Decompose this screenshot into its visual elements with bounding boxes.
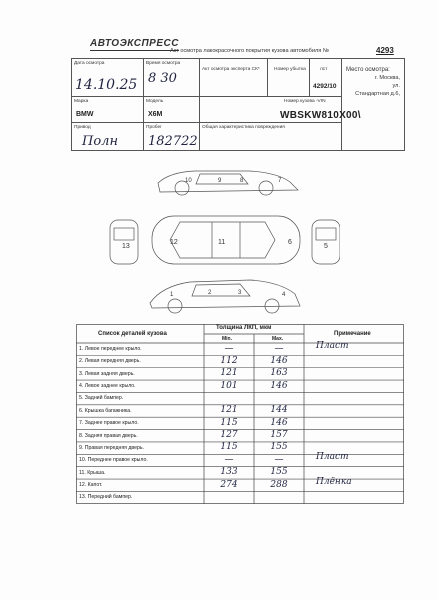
sheet-label: лст — [320, 67, 328, 72]
company-logo: АВТОЭКСПРЕСС — [90, 38, 179, 49]
row-note: Пласт — [316, 452, 349, 463]
part-label: 7. Заднее правое крыло. — [79, 420, 139, 427]
date-label: Дата осмотра — [74, 61, 105, 66]
info-grid — [71, 58, 405, 151]
act-title: Акт осмотра лакокрасочного покрытия кузова автомобиля № — [170, 48, 329, 54]
zone-8-label: 8 — [240, 178, 244, 184]
part-label: 9. Правая передняя дверь. — [79, 444, 145, 451]
min-thickness-value: 101 — [220, 380, 238, 391]
time-cell — [144, 59, 200, 97]
date-value: 14.10.25 — [75, 77, 138, 93]
zone-10-label: 10 — [185, 178, 192, 184]
part-label: 1. Левое переднее крыло. — [79, 346, 142, 352]
place-city: г. Москва, — [374, 75, 400, 81]
zone-6-label: 6 — [288, 239, 292, 246]
mileage-value: 182722 — [148, 134, 198, 149]
col-thickness-header: Толщина ЛКП, мкм — [216, 325, 272, 331]
mileage-label: Пробег — [146, 125, 162, 130]
model-value: X6M — [148, 111, 163, 118]
max-thickness-value: — — [274, 343, 284, 354]
part-label: 11. Крыша. — [79, 469, 106, 476]
max-thickness-value: 288 — [270, 479, 288, 490]
min-thickness-value: 133 — [220, 467, 238, 478]
min-thickness-value: 274 — [220, 479, 238, 490]
vin-label: Номер кузова -VIN — [284, 99, 326, 104]
part-label: 13. Передний бампер. — [79, 494, 133, 501]
col-min-header: Min. — [222, 336, 232, 342]
sheet-cell — [310, 59, 342, 97]
min-thickness-value: — — [224, 343, 234, 354]
zone-7-label: 7 — [278, 178, 282, 184]
row-note: Пласт — [316, 341, 349, 351]
brand-value: BMW — [76, 111, 94, 118]
act-number: 4293 — [376, 46, 394, 55]
mileage-cell — [144, 123, 200, 150]
min-thickness-value: 121 — [220, 405, 238, 416]
zone-12-label: 12 — [170, 239, 178, 246]
time-value: 8 30 — [148, 71, 177, 86]
max-thickness-value: 146 — [270, 417, 288, 428]
vin-cell — [200, 97, 361, 123]
min-thickness-value: 121 — [220, 368, 238, 379]
min-thickness-value: 115 — [220, 417, 238, 428]
max-thickness-value: 155 — [270, 442, 288, 453]
min-thickness-value: 115 — [220, 442, 238, 453]
part-label: 12. Капот. — [79, 482, 103, 489]
place-cell — [342, 59, 404, 150]
place-street-prefix: ул. — [392, 83, 400, 89]
col-note-header: Примечание — [334, 331, 371, 337]
drive-label: Привод — [74, 125, 91, 130]
zone-1-label: 1 — [170, 292, 174, 298]
zone-3-label: 3 — [238, 290, 242, 296]
max-thickness-value: 146 — [270, 380, 288, 391]
min-thickness-value: 112 — [220, 355, 238, 366]
vin-value: WBSKW810X00\ — [280, 110, 361, 121]
min-thickness-value: 127 — [220, 430, 238, 441]
max-thickness-value: 144 — [270, 405, 288, 416]
model-cell — [144, 97, 200, 123]
brand-cell — [72, 97, 144, 123]
zone-4-label: 4 — [282, 292, 286, 298]
max-thickness-value: — — [274, 454, 284, 465]
part-label: 8. Задняя правая дверь. — [79, 432, 138, 439]
place-label: Место осмотра: — [346, 67, 390, 73]
drive-cell — [72, 123, 144, 150]
sheet-value: 4292/10 — [313, 83, 337, 90]
row-note: Плёнка — [316, 477, 352, 488]
part-label: 6. Крышка багажника. — [79, 407, 132, 414]
part-label: 2. Левая передняя дверь. — [79, 358, 141, 365]
car-body-diagram — [100, 168, 340, 318]
max-thickness-value: 146 — [270, 355, 288, 366]
zone-9-label: 9 — [218, 178, 222, 184]
expert-cell — [200, 59, 268, 97]
col-max-header: Max. — [272, 336, 284, 342]
car-front-view — [110, 220, 138, 264]
paint-thickness-table — [76, 324, 404, 504]
part-label: 10. Переднее правое крыло. — [79, 457, 148, 464]
expert-label: Акт осмотра эксперта СК* — [202, 67, 260, 72]
car-right-side-view — [158, 171, 298, 195]
car-rear-view — [312, 220, 340, 264]
loss-label: Номер убытка — [274, 67, 306, 72]
damage-label: Общая характеристика повреждения — [202, 125, 285, 130]
max-thickness-value: 155 — [270, 467, 288, 478]
max-thickness-value: 163 — [270, 368, 288, 379]
brand-label: Марка — [74, 99, 89, 104]
zone-2-label: 2 — [208, 290, 212, 296]
zone-13-label: 13 — [122, 243, 130, 250]
loss-cell — [268, 59, 310, 97]
zone-5-label: 5 — [324, 243, 328, 250]
damage-cell — [200, 123, 342, 150]
part-label: 3. Левая задняя дверь. — [79, 370, 135, 377]
col-parts-header: Список деталей кузова — [98, 331, 167, 337]
part-label: 5. Задний бампер. — [79, 395, 124, 402]
min-thickness-value: — — [224, 454, 234, 465]
max-thickness-value: 157 — [270, 430, 288, 441]
drive-value: Полн — [82, 134, 119, 149]
time-label: Время осмотра — [146, 61, 181, 66]
part-label: 4. Левое заднее крыло. — [79, 383, 136, 390]
date-cell — [72, 59, 144, 97]
place-street: Стандартная д.6, — [355, 91, 400, 97]
zone-11-label: 11 — [218, 239, 226, 246]
model-label: Модель — [146, 99, 164, 104]
